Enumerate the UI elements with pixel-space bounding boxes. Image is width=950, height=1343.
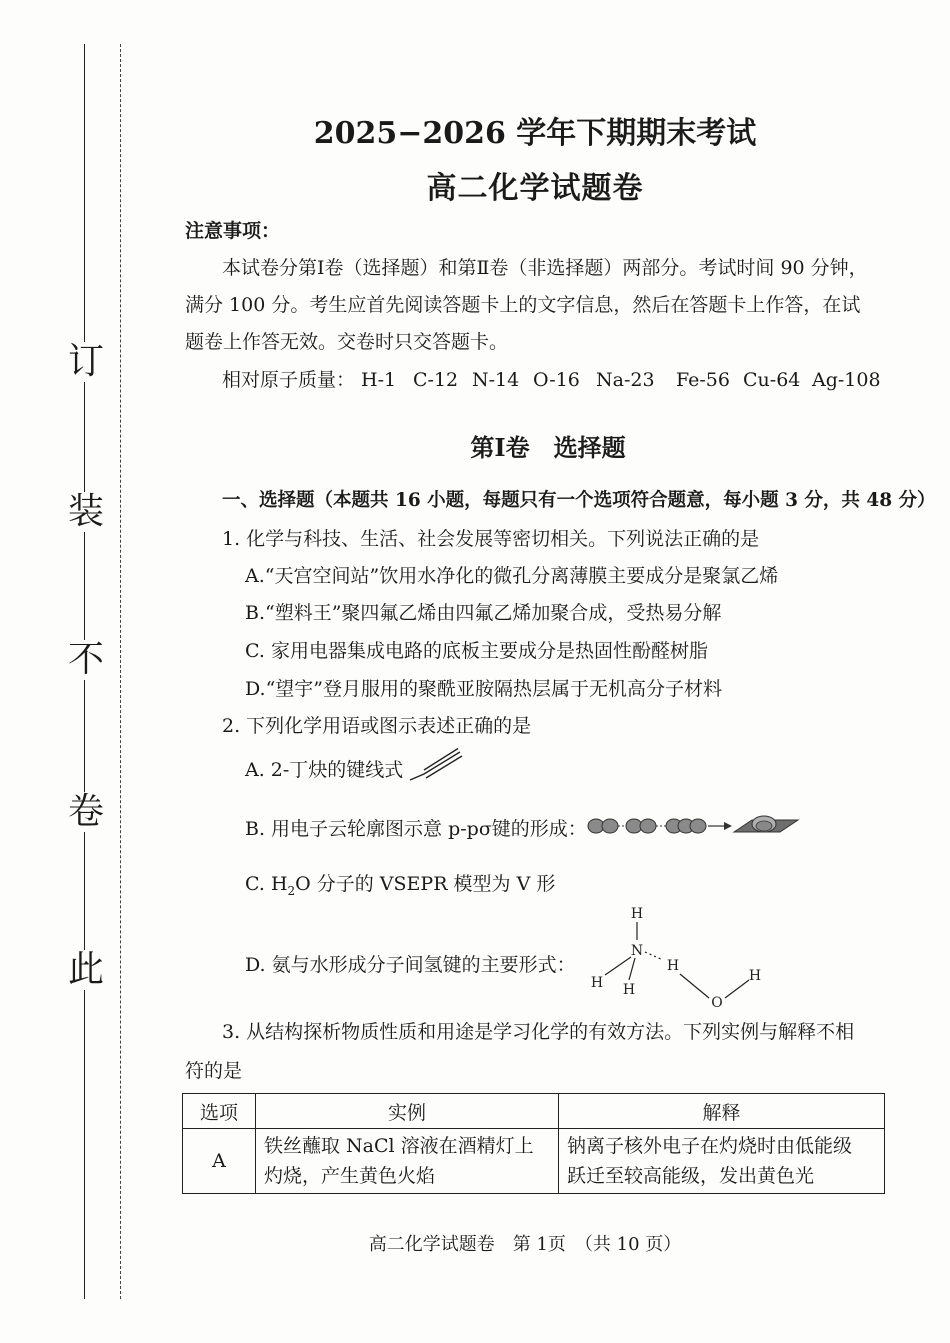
atomic-mass-ag: Ag-108: [812, 369, 881, 391]
row-explain: [559, 1129, 885, 1194]
q1-option-d: D.“望宇”登月服用的聚酰亚胺隔热层属于无机高分子材料: [245, 678, 723, 700]
atomic-mass-cu: Cu-64: [743, 369, 801, 391]
table-header-row: [183, 1094, 885, 1129]
q1-option-a: A.“天宫空间站”饮用水净化的微孔分离薄膜主要成分是聚氯乙烯: [245, 565, 779, 587]
row-option: A: [183, 1129, 256, 1194]
atomic-mass-fe: Fe-56: [676, 369, 730, 391]
binding-char-bu: 不: [64, 640, 108, 680]
atomic-mass-c: C-12: [413, 369, 459, 391]
table-header-explain: 解释: [559, 1094, 885, 1129]
water-h-left: H: [666, 958, 680, 974]
q2-option-c-sub: 2: [287, 883, 296, 898]
atomic-mass-label: 相对原子质量：: [222, 369, 356, 391]
nh3-h-left: H: [590, 975, 604, 991]
nh3-h-bottom: H: [622, 982, 636, 998]
section-instruction: 一、选择题（本题共 16 小题，每题只有一个选项符合题意，每小题 3 分，共 48 分）: [222, 490, 936, 511]
section-title: 第Ⅰ卷 选择题: [470, 433, 626, 462]
water-o: O: [711, 995, 723, 1010]
exam-subtitle: 高二化学试题卷: [426, 171, 644, 206]
notice-line-1: 本试卷分第Ⅰ卷（选择题）和第Ⅱ卷（非选择题）两部分。考试时间 90 分钟，: [222, 257, 868, 279]
notice-line-3: 题卷上作答无效。交卷时只交答题卡。: [185, 331, 509, 353]
binding-char-juan: 卷: [64, 792, 108, 832]
q2-option-c-pre: C. H: [245, 873, 288, 895]
q2-option-c: [245, 871, 555, 904]
notice-line-2: 满分 100 分。考生应首先阅读答题卡上的文字信息，然后在答题卡上作答，在试: [185, 294, 861, 316]
q2-option-b: B. 用电子云轮廓图示意 p-pσ键的形成：: [245, 818, 587, 840]
binding-char-ding: 订: [64, 342, 108, 382]
water-h-right: H: [748, 968, 762, 984]
notice-heading: 注意事项：: [185, 220, 281, 242]
atomic-mass-o: O-16: [533, 369, 580, 391]
table-header-example: 实例: [256, 1094, 559, 1129]
row-example-line-1: 铁丝蘸取 NaCl 溶液在酒精灯上: [264, 1135, 534, 1157]
row-explain-line-2: 跃迁至较高能级，发出黄色光: [567, 1165, 815, 1187]
atomic-mass-n: N-14: [472, 369, 520, 391]
q2-option-c-post: O 分子的 VSEPR 模型为 V 形: [295, 873, 556, 895]
q1-option-b: B.“塑料王”聚四氟乙烯由四氟乙烯加聚合成，受热易分解: [245, 602, 722, 624]
p-p-sigma-bond-diagram: [584, 806, 804, 846]
nh3-n: N: [630, 943, 644, 959]
page-footer: 高二化学试题卷 第 1页 （共 10 页）: [368, 1234, 682, 1255]
q2-stem: 2. 下列化学用语或图示表述正确的是: [222, 715, 532, 737]
cut-dashed-line: [120, 44, 121, 1299]
q3-stem-line-2: 符的是: [185, 1060, 243, 1082]
table-header-option: 选项: [183, 1094, 256, 1129]
atomic-mass-na: Na-23: [596, 369, 655, 391]
ammonia-water-hbond-diagram: [585, 902, 775, 1010]
q2-option-a: A. 2-丁炔的键线式: [245, 759, 404, 781]
q3-stem-line-1: 3. 从结构探析物质性质和用途是学习化学的有效方法。下列实例与解释不相: [222, 1021, 855, 1043]
binding-char-ci: 此: [64, 950, 108, 990]
row-explain-line-1: 钠离子核外电子在灼烧时由低能级: [567, 1135, 853, 1157]
nh3-h-top: H: [630, 906, 644, 922]
atomic-mass-h: H-1: [361, 369, 397, 391]
q1-option-c: C. 家用电器集成电路的底板主要成分是热固性酚醛树脂: [245, 640, 708, 662]
butyne-skeletal-formula: [408, 748, 468, 788]
exam-title: 2025−2026 学年下期期末考试: [313, 116, 757, 151]
q1-stem: 1. 化学与科技、生活、社会发展等密切相关。下列说法正确的是: [222, 528, 760, 550]
row-example: [256, 1129, 559, 1194]
row-example-line-2: 灼烧，产生黄色火焰: [264, 1165, 436, 1187]
binding-char-zhuang: 装: [64, 492, 108, 532]
q2-option-d: D. 氨与水形成分子间氢键的主要形式：: [245, 954, 576, 976]
table-row: [183, 1129, 885, 1194]
q3-table: [182, 1093, 885, 1194]
